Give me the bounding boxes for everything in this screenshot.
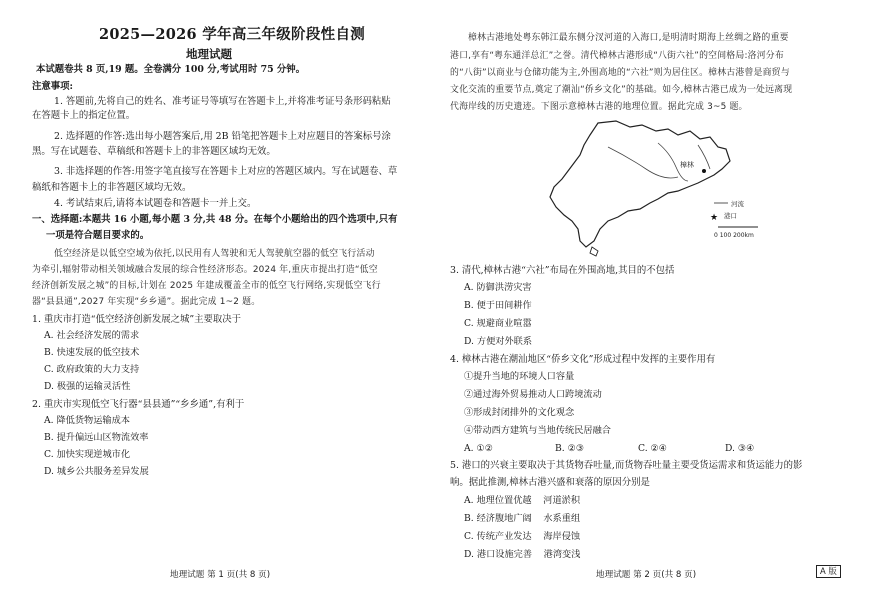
- option: D. 城乡公共服务差异发展: [44, 466, 149, 477]
- question-5: 响。据此推测,樟林古港兴盛和衰落的原因分别是: [450, 477, 650, 488]
- statement: ③形成封闭排外的文化观念: [464, 407, 575, 418]
- option: D. 港口设施完善 港湾变浅: [464, 549, 581, 560]
- option: D. ③④: [725, 443, 755, 454]
- exam-title: 2025—2026 学年高三年级阶段性自测: [99, 26, 366, 43]
- subject-title: 地理试题: [186, 47, 232, 61]
- passage-line: 低空经济是以低空空域为依托,以民用有人驾驶和无人驾驶航空器的低空飞行活动: [54, 249, 375, 259]
- notice-line: 在答题卡上的指定位置。: [32, 110, 136, 121]
- option: C. 传统产业发达 海岸侵蚀: [464, 531, 581, 542]
- notice-title: 注意事项:: [32, 81, 73, 92]
- legend-river-label: 河流: [731, 200, 744, 208]
- option: B. 便于田间耕作: [464, 300, 532, 311]
- river-line: [608, 147, 678, 178]
- scale-label: 0 100 200km: [714, 232, 754, 239]
- coast-islands: [590, 247, 598, 256]
- zhanglin-label: 樟林: [680, 161, 694, 169]
- option: A. 防御洪涝灾害: [464, 282, 532, 293]
- statement: ①提升当地的环境人口容量: [464, 371, 575, 382]
- zhanglin-site-marker: [702, 169, 706, 173]
- option: A. 地理位置优越 河道淤积: [464, 495, 581, 506]
- notice-line: 稿纸和答题卡上的非答题区域均无效。: [32, 182, 192, 193]
- notice-line: 1. 答题前,先将自己的姓名、准考证号等填写在答题卡上,并将准考证号条形码粘贴: [54, 96, 391, 107]
- question-2: 2. 重庆市实现低空飞行器“县县通”“乡乡通”,有利于: [32, 399, 245, 410]
- question-5: 5. 港口的兴衰主要取决于其货物吞吐量,而货物吞吐量主要受货运需求和货运能力的影: [450, 460, 803, 471]
- passage-line: 港口,享有“粤东通洋总汇”之誉。清代樟林古港形成“八街六社”的空间格局:洛河分布: [450, 51, 784, 61]
- passage-line: 器“县县通”,2027 年实现“乡乡通”。据此完成 1~2 题。: [32, 297, 261, 307]
- notice-line: 黑。写在试题卷、草稿纸和答题卡上的非答题区域均无效。: [32, 146, 276, 157]
- option: D. 方便对外联系: [464, 336, 533, 347]
- option: C. 政府政策的大力支持: [44, 364, 140, 375]
- page-2-footer: 地理试题 第 2 页(共 8 页): [596, 570, 697, 580]
- passage-line: 文化交流的重要节点,奠定了潮汕“侨乡文化”的基础。如今,樟林古港已成为一处远离现: [450, 85, 793, 95]
- option: B. 经济腹地广阔 水系重组: [464, 513, 581, 524]
- notice-line: 2. 选择题的作答:选出每小题答案后,用 2B 铅笔把答题卡上对应题目的答案标号涂: [54, 131, 391, 142]
- option: A. ①②: [464, 443, 493, 454]
- notice-line: 4. 考试结束后,请将本试题卷和答题卡一并上交。: [54, 198, 257, 209]
- notice-line: 3. 非选择题的作答:用签字笔直接写在答题卡上对应的答题区域内。写在试题卷、草: [54, 166, 398, 177]
- port-star-icon: ★: [710, 213, 719, 223]
- question-1: 1. 重庆市打造“低空经济创新发展之城”主要取决于: [32, 314, 242, 325]
- province-outline: [550, 121, 730, 247]
- section-heading: 一、选择题:本题共 16 小题,每小题 3 分,共 48 分。在每个小题给出的四个选项中,只有: [32, 214, 398, 225]
- option: B. 快速发展的低空技术: [44, 347, 140, 358]
- question-3: 3. 清代,樟林古港“六社”布局在外围高地,其目的不包括: [450, 265, 675, 276]
- option: A. 社会经济发展的需求: [44, 330, 140, 341]
- statement: ④带动西方建筑与当地传统民居融合: [464, 425, 611, 436]
- question-4: 4. 樟林古港在潮汕地区“侨乡文化”形成过程中发挥的主要作用有: [450, 354, 716, 365]
- option: C. 加快实现逆城市化: [44, 449, 131, 460]
- passage-line: 为牵引,辐射带动相关领域融合发展的综合性经济形态。2024 年,重庆市提出打造“低空: [32, 265, 378, 275]
- option: D. 极强的运输灵活性: [44, 381, 131, 392]
- passage-line: 代海岸线的历史遗迹。下图示意樟林古港的地理位置。据此完成 3~5 题。: [450, 102, 748, 112]
- passage-line: 的“八街”以商业与仓储功能为主,外围高地的“六社”则为居住区。樟林古港曾是商贸与: [450, 68, 790, 78]
- option: C. 规避商业喧嚣: [464, 318, 532, 329]
- river-line: [698, 145, 710, 169]
- version-badge: A 版: [816, 565, 841, 578]
- location-map: [538, 117, 778, 259]
- passage-line: 樟林古港地处粤东韩江最东侧分汊河道的入海口,是明清时期海上丝绸之路的重要: [468, 33, 789, 43]
- legend-port-label: 港口: [724, 212, 737, 220]
- option: B. ②③: [555, 443, 585, 454]
- page-1-footer: 地理试题 第 1 页(共 8 页): [170, 570, 271, 580]
- passage-line: 经济创新发展之城”的目标,计划在 2025 年建成覆盖全市的低空飞行网络,实现低空飞行: [32, 281, 381, 291]
- option: B. 提升偏远山区物流效率: [44, 432, 149, 443]
- section-heading: 一项是符合题目要求的。: [46, 230, 150, 241]
- option: A. 降低货物运输成本: [44, 415, 130, 426]
- option: C. ②④: [638, 443, 668, 454]
- statement: ②通过海外贸易推动人口跨境流动: [464, 389, 602, 400]
- exam-intro: 本试题卷共 8 页,19 题。全卷满分 100 分,考试用时 75 分钟。: [36, 64, 306, 75]
